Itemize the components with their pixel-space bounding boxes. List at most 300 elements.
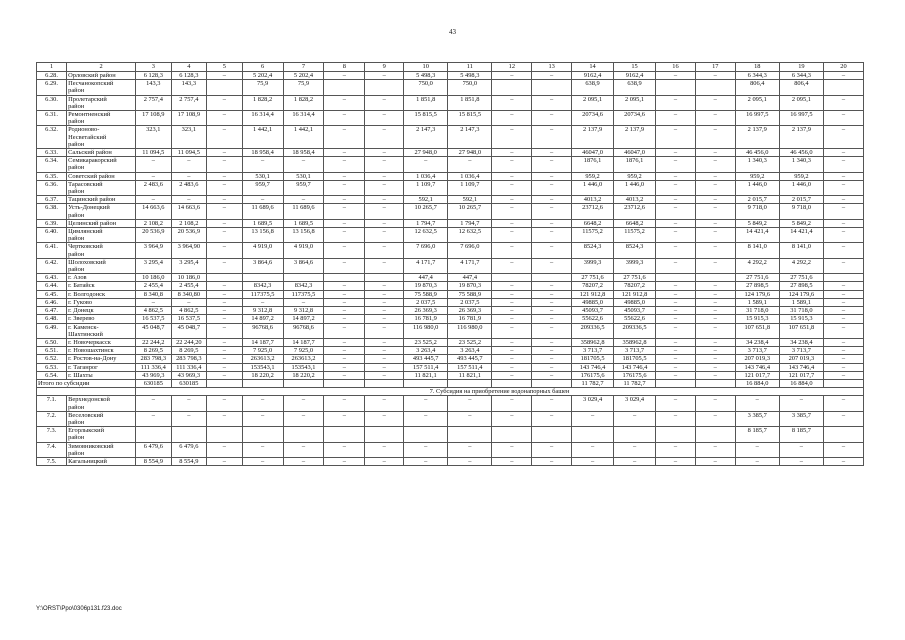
value-cell: 263613,2 [242, 355, 283, 363]
value-cell: – [207, 290, 243, 298]
row-number-cell: 6.31. [37, 111, 67, 126]
value-cell: 20734,6 [614, 111, 656, 126]
district-name-cell: г. Зверево [67, 315, 136, 323]
value-cell: – [532, 355, 572, 363]
value-cell: 14 663,6 [136, 204, 172, 219]
value-cell: 27 751,6 [779, 274, 823, 282]
value-cell: 9162,4 [614, 72, 656, 80]
value-cell: – [365, 95, 404, 110]
value-cell: – [324, 347, 365, 355]
value-cell: 3 864,6 [242, 258, 283, 273]
row-number-cell: 6.54. [37, 371, 67, 379]
district-name-cell: г. Гуково [67, 298, 136, 306]
value-cell: – [324, 72, 365, 80]
value-cell: – [735, 442, 779, 457]
value-cell: – [492, 338, 532, 346]
value-cell: – [207, 228, 243, 243]
value-cell: – [695, 243, 735, 258]
value-cell: – [532, 442, 572, 457]
value-cell: 323,1 [171, 126, 207, 149]
value-cell: 1 446,0 [614, 180, 656, 195]
value-cell [572, 427, 614, 442]
district-name-cell: Советский район [67, 172, 136, 180]
district-name-cell: г. Шахты [67, 371, 136, 379]
value-cell: – [242, 411, 283, 426]
value-cell: – [324, 363, 365, 371]
value-cell: 806,4 [735, 80, 779, 95]
value-cell: – [823, 338, 863, 346]
value-cell: 4 919,0 [283, 243, 324, 258]
value-cell: – [171, 157, 207, 172]
table-row [37, 363, 864, 371]
row-number-cell: 6.28. [37, 72, 67, 80]
value-cell [532, 80, 572, 95]
table-row [37, 219, 864, 227]
value-cell: – [283, 411, 324, 426]
value-cell: – [283, 457, 324, 465]
value-cell: – [207, 219, 243, 227]
value-cell: 20 536,9 [171, 228, 207, 243]
value-cell: 7 [283, 63, 324, 72]
value-cell: 5 498,3 [404, 72, 448, 80]
value-cell: – [207, 111, 243, 126]
row-number-cell: 7.1. [37, 396, 67, 411]
value-cell: 358962,8 [572, 338, 614, 346]
value-cell: 7 925,0 [242, 347, 283, 355]
value-cell: – [823, 228, 863, 243]
value-cell: 9 718,0 [779, 204, 823, 219]
value-cell: – [207, 347, 243, 355]
value-cell: – [532, 363, 572, 371]
value-cell: – [823, 396, 863, 411]
value-cell: 750,0 [404, 80, 448, 95]
value-cell: – [695, 126, 735, 149]
value-cell: – [324, 204, 365, 219]
value-cell: 8 269,5 [171, 347, 207, 355]
value-cell: – [656, 243, 696, 258]
value-cell: – [532, 457, 572, 465]
row-number-cell: 7.4. [37, 442, 67, 457]
value-cell: 2 095,1 [779, 95, 823, 110]
value-cell: – [532, 396, 572, 411]
value-cell: 9162,4 [572, 72, 614, 80]
value-cell: – [207, 180, 243, 195]
value-cell: 55622,6 [572, 315, 614, 323]
value-cell: 14 897,2 [242, 315, 283, 323]
row-number-cell: 7.5. [37, 457, 67, 465]
value-cell [532, 274, 572, 282]
value-cell: 27 948,0 [404, 149, 448, 157]
value-cell: – [695, 111, 735, 126]
value-cell [207, 427, 243, 442]
value-cell: – [136, 396, 172, 411]
value-cell: – [207, 196, 243, 204]
value-cell: 27 751,6 [614, 274, 656, 282]
value-cell: 10 186,0 [171, 274, 207, 282]
value-cell: – [492, 72, 532, 80]
value-cell: 6 128,3 [171, 72, 207, 80]
value-cell: 117375,5 [242, 290, 283, 298]
value-cell: – [365, 172, 404, 180]
value-cell: 75,9 [242, 80, 283, 95]
table-row [37, 323, 864, 338]
value-cell: 18 [735, 63, 779, 72]
value-cell: – [492, 228, 532, 243]
value-cell: – [324, 149, 365, 157]
value-cell: – [324, 126, 365, 149]
value-cell: 107 651,8 [779, 323, 823, 338]
value-cell: 6 479,6 [171, 442, 207, 457]
value-cell: – [492, 442, 532, 457]
value-cell: 3 385,7 [779, 411, 823, 426]
value-cell: – [823, 347, 863, 355]
value-cell: 1 036,4 [448, 172, 492, 180]
value-cell: – [171, 396, 207, 411]
row-number-cell: 6.51. [37, 347, 67, 355]
value-cell: 143 746,4 [572, 363, 614, 371]
table-row [37, 157, 864, 172]
value-cell: – [207, 258, 243, 273]
value-cell [207, 274, 243, 282]
value-cell: – [283, 396, 324, 411]
value-cell: – [365, 111, 404, 126]
value-cell: 638,9 [614, 80, 656, 95]
district-name-cell: Верхнедонской район [67, 396, 136, 411]
row-number-cell: 6.38. [37, 204, 67, 219]
value-cell: – [404, 396, 448, 411]
value-cell: – [365, 396, 404, 411]
value-cell: – [656, 363, 696, 371]
value-cell: – [365, 457, 404, 465]
district-name-cell: 2 [67, 63, 136, 72]
value-cell: – [492, 290, 532, 298]
value-cell: 447,4 [404, 274, 448, 282]
value-cell: 107 651,8 [735, 323, 779, 338]
value-cell: – [365, 315, 404, 323]
value-cell: – [283, 298, 324, 306]
table-row [37, 355, 864, 363]
value-cell: 157 511,4 [404, 363, 448, 371]
value-cell: 11575,2 [572, 228, 614, 243]
value-cell: 8 141,0 [735, 243, 779, 258]
value-cell: 1 689,5 [242, 219, 283, 227]
value-cell: 2 137,9 [614, 126, 656, 149]
value-cell [242, 427, 283, 442]
value-cell: – [492, 363, 532, 371]
value-cell: – [324, 290, 365, 298]
value-cell [823, 80, 863, 95]
value-cell [365, 427, 404, 442]
district-name-cell: Чертковский район [67, 243, 136, 258]
district-name-cell: Песчанокопский район [67, 80, 136, 95]
value-cell: – [823, 363, 863, 371]
value-cell: – [656, 149, 696, 157]
value-cell: – [532, 290, 572, 298]
value-cell: – [324, 172, 365, 180]
value-cell: 2 137,9 [572, 126, 614, 149]
value-cell: – [365, 196, 404, 204]
value-cell: 23712,6 [572, 204, 614, 219]
value-cell: – [448, 396, 492, 411]
district-name-cell: Егорлыкский район [67, 427, 136, 442]
table-row [37, 457, 864, 465]
row-number-cell: 6.53. [37, 363, 67, 371]
value-cell: 6 [242, 63, 283, 72]
value-cell: 263613,2 [283, 355, 324, 363]
value-cell: – [404, 157, 448, 172]
value-cell: 530,1 [283, 172, 324, 180]
value-cell: – [136, 196, 172, 204]
value-cell [492, 427, 532, 442]
value-cell: – [404, 411, 448, 426]
value-cell: 9 718,0 [735, 204, 779, 219]
value-cell: – [656, 228, 696, 243]
total-value-cell: 11 782,7 [572, 379, 614, 387]
value-cell: – [532, 204, 572, 219]
value-cell: – [207, 355, 243, 363]
value-cell: – [365, 126, 404, 149]
table-row [37, 442, 864, 457]
value-cell: – [823, 157, 863, 172]
table-row [37, 396, 864, 411]
value-cell: 3 263,4 [448, 347, 492, 355]
value-cell: 1 446,0 [779, 180, 823, 195]
value-cell: – [207, 363, 243, 371]
value-cell: 8 [324, 63, 365, 72]
value-cell: 5 849,2 [735, 219, 779, 227]
value-cell: 16 [656, 63, 696, 72]
value-cell: – [207, 307, 243, 315]
value-cell: 323,1 [136, 126, 172, 149]
value-cell: 116 980,0 [448, 323, 492, 338]
value-cell: – [695, 355, 735, 363]
district-name-cell: г. Батайск [67, 282, 136, 290]
value-cell: – [136, 298, 172, 306]
value-cell [695, 80, 735, 95]
value-cell: 124 179,6 [735, 290, 779, 298]
value-cell: – [532, 298, 572, 306]
value-cell: – [207, 95, 243, 110]
value-cell: 16 781,9 [448, 315, 492, 323]
value-cell: 14 897,2 [283, 315, 324, 323]
table-row [37, 80, 864, 95]
value-cell: – [532, 371, 572, 379]
value-cell: – [656, 396, 696, 411]
row-number-cell: 6.43. [37, 274, 67, 282]
value-cell: – [656, 196, 696, 204]
value-cell: – [695, 258, 735, 273]
value-cell: – [779, 442, 823, 457]
value-cell: 3 263,4 [404, 347, 448, 355]
value-cell: – [324, 243, 365, 258]
value-cell: – [823, 180, 863, 195]
value-cell: – [365, 355, 404, 363]
value-cell: 8 554,9 [136, 457, 172, 465]
value-cell: 181705,5 [572, 355, 614, 363]
value-cell: 4 862,5 [136, 307, 172, 315]
value-cell: – [207, 172, 243, 180]
total-value-cell [492, 379, 532, 387]
value-cell: 45093,7 [572, 307, 614, 315]
value-cell: 14 421,4 [779, 228, 823, 243]
value-cell: 959,2 [735, 172, 779, 180]
value-cell: – [492, 111, 532, 126]
total-value-cell [283, 379, 324, 387]
value-cell: 18 958,4 [283, 149, 324, 157]
value-cell: 153543,1 [242, 363, 283, 371]
value-cell: – [492, 204, 532, 219]
value-cell: – [492, 157, 532, 172]
value-cell: 1 442,1 [242, 126, 283, 149]
value-cell: 1 340,3 [735, 157, 779, 172]
value-cell: 2 015,7 [779, 196, 823, 204]
value-cell: – [207, 396, 243, 411]
district-name-cell: Пролетарский район [67, 95, 136, 110]
value-cell: – [324, 323, 365, 338]
footer-file-path: Y:\ORST\Ppo\0306p131.f23.doc [36, 606, 122, 612]
value-cell: – [695, 180, 735, 195]
value-cell: 16 997,5 [735, 111, 779, 126]
value-cell: 2 147,3 [448, 126, 492, 149]
value-cell: 55622,6 [614, 315, 656, 323]
table-row [37, 290, 864, 298]
value-cell: 3 029,4 [614, 396, 656, 411]
value-cell: – [324, 180, 365, 195]
value-cell: 209336,5 [614, 323, 656, 338]
value-cell: 2 095,1 [572, 95, 614, 110]
value-cell: – [532, 95, 572, 110]
value-cell: – [207, 442, 243, 457]
value-cell: – [171, 172, 207, 180]
value-cell [207, 80, 243, 95]
value-cell: 49885,0 [614, 298, 656, 306]
district-name-cell: Зимовниковский район [67, 442, 136, 457]
value-cell: 7 925,0 [283, 347, 324, 355]
value-cell [324, 274, 365, 282]
value-cell: – [492, 196, 532, 204]
value-cell: 14 187,7 [242, 338, 283, 346]
value-cell: – [207, 298, 243, 306]
value-cell: 2 095,1 [735, 95, 779, 110]
value-cell: 14 [572, 63, 614, 72]
value-cell: – [614, 457, 656, 465]
value-cell: 27 898,5 [735, 282, 779, 290]
value-cell: – [695, 307, 735, 315]
value-cell: 7 696,0 [448, 243, 492, 258]
district-name-cell: Целинский район [67, 219, 136, 227]
value-cell: – [324, 442, 365, 457]
value-cell [492, 274, 532, 282]
row-number-cell: 6.42. [37, 258, 67, 273]
value-cell: – [735, 396, 779, 411]
value-cell: 3 713,7 [572, 347, 614, 355]
row-number-cell: 6.52. [37, 355, 67, 363]
value-cell: 592,1 [404, 196, 448, 204]
total-value-cell [448, 379, 492, 387]
value-cell: – [695, 457, 735, 465]
value-cell: – [492, 149, 532, 157]
value-cell: – [324, 228, 365, 243]
district-name-cell: Кагальницкий [67, 457, 136, 465]
value-cell: 4 862,5 [171, 307, 207, 315]
value-cell: – [492, 457, 532, 465]
value-cell: – [324, 196, 365, 204]
value-cell: 14 421,4 [735, 228, 779, 243]
value-cell: – [532, 347, 572, 355]
value-cell: – [695, 196, 735, 204]
value-cell [695, 427, 735, 442]
value-cell: 46047,0 [614, 149, 656, 157]
value-cell: – [242, 396, 283, 411]
value-cell: – [492, 298, 532, 306]
value-cell: 5 849,2 [779, 219, 823, 227]
value-cell: – [492, 95, 532, 110]
value-cell: – [207, 126, 243, 149]
table-row [37, 411, 864, 426]
value-cell: – [242, 157, 283, 172]
value-cell: 20 536,9 [136, 228, 172, 243]
value-cell: 143,3 [171, 80, 207, 95]
value-cell: – [324, 298, 365, 306]
value-cell [171, 427, 207, 442]
value-cell: 143 746,4 [779, 363, 823, 371]
row-number-cell: 6.37. [37, 196, 67, 204]
value-cell: 11 094,5 [171, 149, 207, 157]
value-cell: 78207,2 [614, 282, 656, 290]
value-cell: 46047,0 [572, 149, 614, 157]
total-value-cell: 16 884,0 [735, 379, 779, 387]
row-number-cell: 6.50. [37, 338, 67, 346]
value-cell: 4 171,7 [448, 258, 492, 273]
value-cell: – [283, 157, 324, 172]
value-cell: – [365, 243, 404, 258]
value-cell: – [695, 149, 735, 157]
value-cell: 121 017,7 [735, 371, 779, 379]
value-cell: 15 815,5 [448, 111, 492, 126]
value-cell: – [242, 298, 283, 306]
value-cell: 26 369,3 [448, 307, 492, 315]
value-cell: 1 109,7 [404, 180, 448, 195]
table-row [37, 126, 864, 149]
value-cell: – [324, 157, 365, 172]
row-number-cell: 6.48. [37, 315, 67, 323]
value-cell: 13 156,8 [283, 228, 324, 243]
value-cell: – [365, 228, 404, 243]
value-cell: 121 912,8 [614, 290, 656, 298]
value-cell: – [171, 196, 207, 204]
value-cell: 11 689,6 [242, 204, 283, 219]
value-cell: – [779, 457, 823, 465]
row-number-cell: 6.44. [37, 282, 67, 290]
value-cell [823, 427, 863, 442]
budget-table-container [36, 62, 864, 466]
value-cell: 111 336,4 [136, 363, 172, 371]
value-cell: – [324, 338, 365, 346]
value-cell: – [207, 157, 243, 172]
value-cell: – [492, 371, 532, 379]
value-cell: – [695, 347, 735, 355]
value-cell: – [324, 219, 365, 227]
value-cell: – [695, 219, 735, 227]
value-cell: 1 794,7 [448, 219, 492, 227]
value-cell: – [532, 149, 572, 157]
value-cell: 13 [532, 63, 572, 72]
value-cell: 2 037,5 [404, 298, 448, 306]
value-cell: 1 828,2 [242, 95, 283, 110]
value-cell: 27 898,5 [779, 282, 823, 290]
value-cell: – [492, 243, 532, 258]
value-cell: – [207, 323, 243, 338]
